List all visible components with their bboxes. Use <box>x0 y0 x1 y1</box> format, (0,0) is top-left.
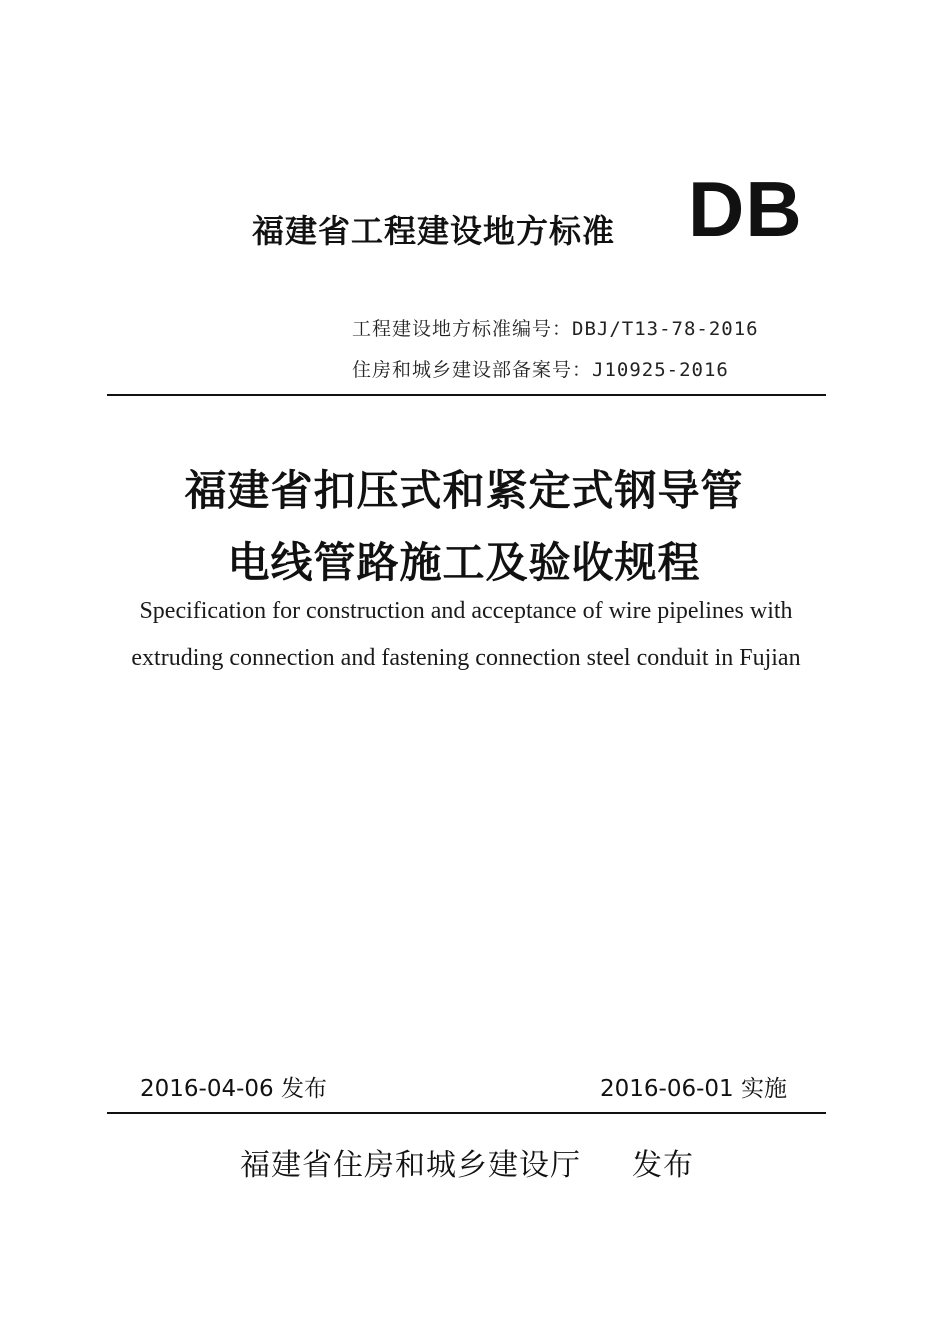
bottom-divider <box>107 1112 826 1114</box>
filing-number-label: 住房和城乡建设部备案号： <box>352 359 593 381</box>
effective-date: 2016-06-01 实施 <box>600 1076 787 1102</box>
publisher-name: 福建省住房和城乡建设厅 <box>240 1148 581 1183</box>
issue-date: 2016-04-06 发布 <box>140 1076 327 1102</box>
title-en-line-2: extruding connection and fastening connection steel conduit in Fujian <box>131 645 801 671</box>
standard-number-value: DBJ/T13-78-2016 <box>572 318 759 340</box>
title-zh-line-2: 电线管路施工及验收规程 <box>227 538 701 587</box>
filing-number-value: J10925-2016 <box>592 359 729 381</box>
standard-number-label: 工程建设地方标准编号： <box>352 318 573 340</box>
top-divider <box>107 394 826 396</box>
standard-class-heading: 福建省工程建设地方标准 <box>252 212 616 250</box>
standard-number-line <box>352 314 759 341</box>
publish-label: 发布 <box>632 1148 694 1183</box>
db-mark: DB <box>688 165 803 253</box>
title-zh-line-1: 福建省扣压式和紧定式钢导管 <box>184 466 744 515</box>
filing-number-line <box>352 355 729 382</box>
title-en-line-1: Specification for construction and acceptance of wire pipelines with <box>139 598 793 624</box>
